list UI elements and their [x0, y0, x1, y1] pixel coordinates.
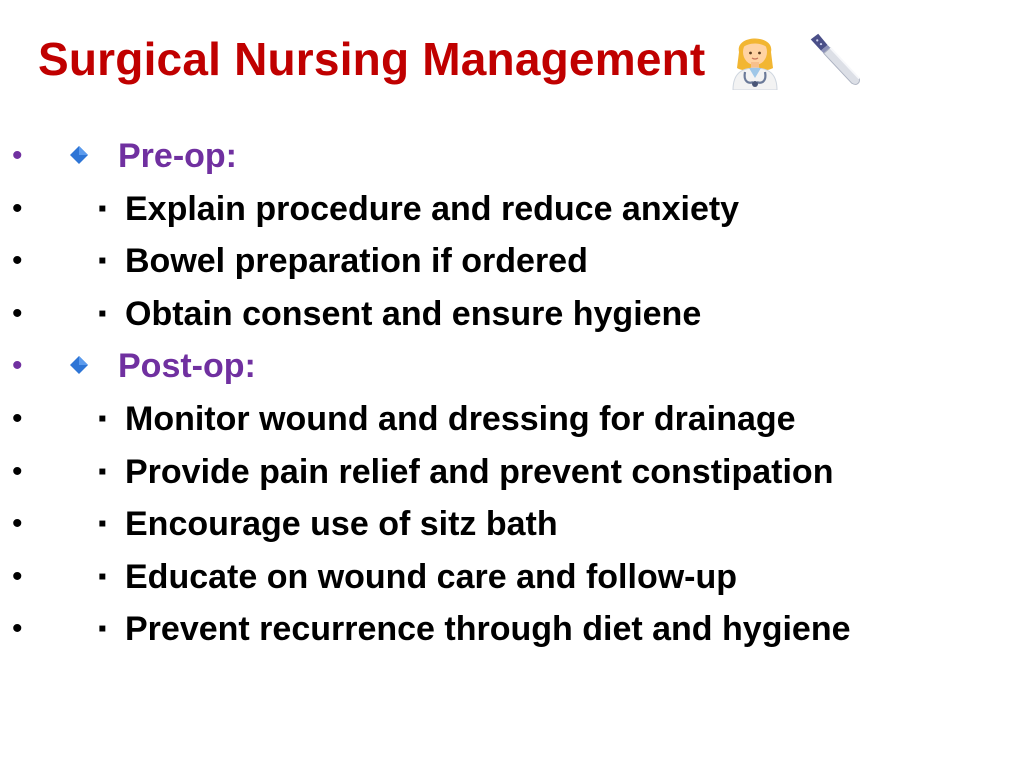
bullet-marker: •: [12, 454, 23, 488]
square-marker: ▪: [98, 562, 107, 590]
square-marker: ▪: [98, 510, 107, 538]
section-label: Pre-op:: [118, 137, 237, 175]
square-marker: ▪: [98, 615, 107, 643]
bullet-marker: •: [12, 244, 23, 278]
bullet-marker: •: [12, 559, 23, 593]
list-item-text: Provide pain relief and prevent constipation: [125, 452, 834, 491]
square-marker: ▪: [98, 247, 107, 275]
diamond-icon: [69, 145, 89, 165]
bullet-marker: •: [12, 296, 23, 330]
list-item: [0, 603, 1024, 656]
health-worker-icon: [727, 28, 783, 90]
square-marker: ▪: [98, 299, 107, 327]
bullet-list: [0, 130, 1024, 656]
bullet-marker: •: [12, 139, 23, 172]
section-heading-post-op: [0, 340, 1024, 393]
list-item-text: Encourage use of sitz bath: [125, 505, 558, 544]
bullet-marker: •: [12, 401, 23, 435]
bullet-marker: •: [12, 507, 23, 541]
list-item: [0, 551, 1024, 604]
square-marker: ▪: [98, 404, 107, 432]
knife-icon: [807, 28, 863, 90]
list-item-text: Educate on wound care and follow-up: [125, 557, 738, 596]
diamond-icon: [69, 355, 89, 375]
section-heading-pre-op: [0, 130, 1024, 183]
list-item: [0, 446, 1024, 499]
list-item-text: Bowel preparation if ordered: [125, 242, 588, 281]
section-label: Post-op:: [118, 347, 256, 386]
list-item: [0, 393, 1024, 446]
square-marker: ▪: [98, 457, 107, 485]
list-item: [0, 235, 1024, 288]
square-marker: ▪: [98, 194, 107, 222]
bullet-marker: •: [12, 612, 23, 646]
list-item: [0, 183, 1024, 236]
list-item-text: Explain procedure and reduce anxiety: [125, 189, 740, 228]
list-item-text: Prevent recurrence through diet and hygiene: [125, 610, 851, 649]
list-item: [0, 288, 1024, 341]
list-item: [0, 498, 1024, 551]
bullet-marker: •: [12, 349, 23, 383]
slide-title: [38, 28, 887, 90]
title-text: Surgical Nursing Management: [38, 33, 706, 85]
list-item-text: Obtain consent and ensure hygiene: [125, 294, 702, 333]
bullet-marker: •: [12, 191, 23, 225]
list-item-text: Monitor wound and dressing for drainage: [125, 399, 796, 438]
